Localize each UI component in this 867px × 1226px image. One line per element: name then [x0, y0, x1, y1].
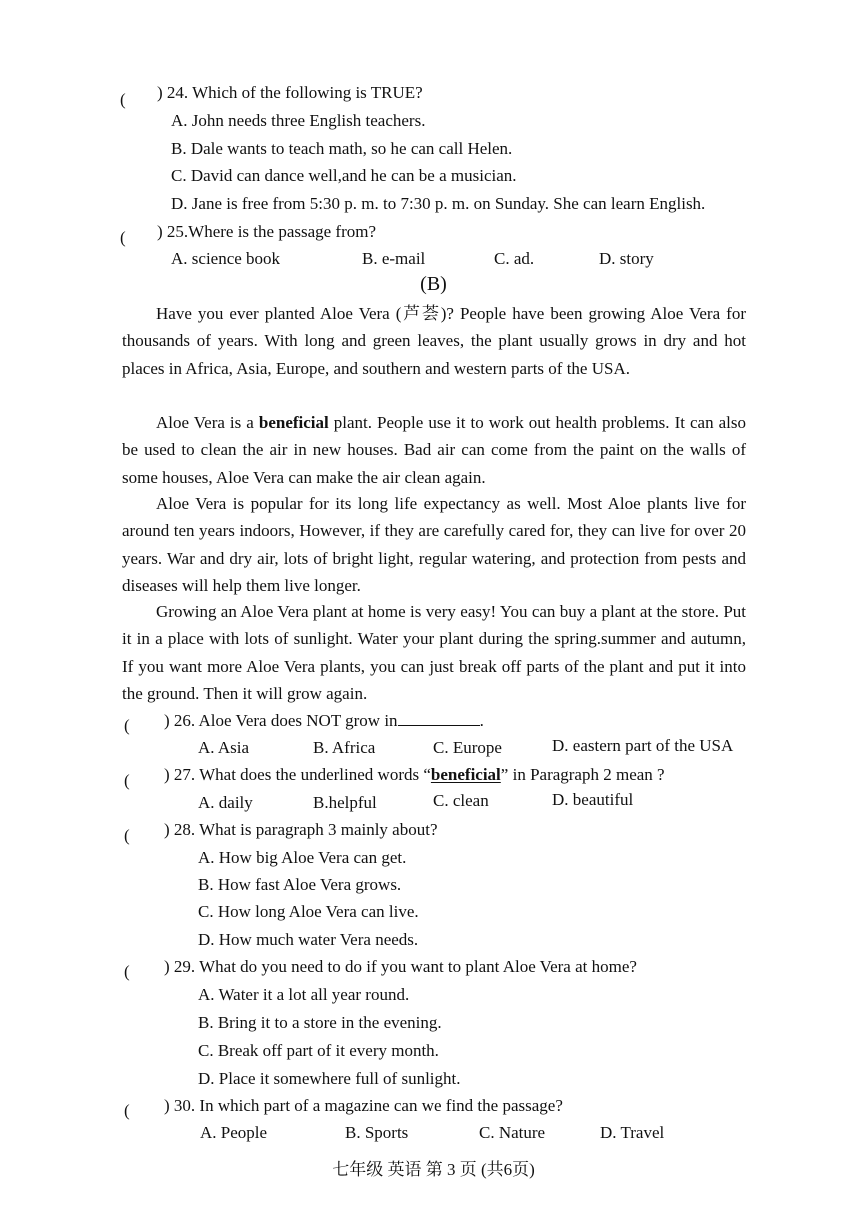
q28-paren: ( — [124, 826, 130, 845]
q24-paren: ( — [120, 90, 126, 109]
q30-option-c: C. Nature — [479, 1123, 546, 1142]
passage-paragraph-1: Have you ever planted Aloe Vera (芦荟)? People have been growing Aloe Vera for thousands of years. With long and green leaves, the plant usually grows in dry and hot places in Africa, Asia, Europe, and southern and western parts of the USA. — [122, 304, 746, 378]
q25-option-b: B. e-mail — [362, 249, 426, 268]
q27-option-b: B.helpful — [313, 793, 377, 812]
q29-paren: ( — [124, 962, 130, 981]
section-title: (B) — [420, 273, 447, 295]
q26-option-d: D. eastern part of the USA — [552, 736, 734, 755]
q25-paren: ( — [120, 228, 126, 247]
q30-option-d: D. Travel — [600, 1123, 665, 1142]
q30-option-a: A. People — [200, 1123, 268, 1142]
q26-option-c: C. Europe — [433, 738, 502, 757]
q29-option-c: C. Break off part of it every month. — [198, 1041, 439, 1060]
q27-option-d: D. beautiful — [552, 790, 634, 809]
q24-option-d: D. Jane is free from 5:30 p. m. to 7:30 p. m. on Sunday. She can learn English. — [171, 194, 706, 213]
q28-option-b: B. How fast Aloe Vera grows. — [198, 875, 402, 894]
q26-option-b: B. Africa — [313, 738, 376, 757]
q28-option-a: A. How big Aloe Vera can get. — [198, 848, 407, 867]
q26-option-a: A. Asia — [198, 738, 249, 757]
q25-option-d: D. story — [599, 249, 654, 268]
q24-option-c: C. David can dance well,and he can be a musician. — [171, 166, 517, 185]
q29-option-b: B. Bring it to a store in the evening. — [198, 1013, 442, 1032]
q29-option-d: D. Place it somewhere full of sunlight. — [198, 1069, 461, 1088]
q24-option-b: B. Dale wants to teach math, so he can call Helen. — [171, 139, 513, 158]
q28-option-d: D. How much water Vera needs. — [198, 930, 419, 949]
passage-paragraph-2: Aloe Vera is a beneficial plant. People use it to work out health problems. It can also be used to clean the air in new houses. Bad air can come from the paint on the walls of some houses, Aloe Vera can make the air clean again. — [122, 413, 746, 487]
underlined-word: beneficial — [430, 765, 501, 784]
page-footer: 七年级 英语 第 3 页 (共6页) — [332, 1160, 535, 1179]
q27-option-a: A. daily — [198, 793, 253, 812]
q27-paren: ( — [124, 771, 130, 790]
q29-option-a: A. Water it a lot all year round. — [198, 985, 410, 1004]
q25-option-c: C. ad. — [494, 249, 535, 268]
q24-stem: ) 24. Which of the following is TRUE? — [157, 83, 423, 102]
q27-option-c: C. clean — [433, 791, 489, 810]
q28-option-c: C. How long Aloe Vera can live. — [198, 902, 419, 921]
q30-paren: ( — [124, 1101, 130, 1120]
q29-stem: ) 29. What do you need to do if you want to plant Aloe Vera at home? — [164, 957, 637, 976]
q26-stem: ) 26. Aloe Vera does NOT grow in . — [164, 711, 484, 730]
passage-paragraph-4: Growing an Aloe Vera plant at home is very easy! You can buy a plant at the store. Put it in a place with lots of sunlight. Water your plant during the spring.summer and autumn, If you want more Aloe Vera plants, you can just break off parts of the plant and put it into the ground. Then it will grow again. — [122, 602, 746, 704]
q25-option-a: A. science book — [171, 249, 281, 268]
q30-stem: ) 30. In which part of a magazine can we find the passage? — [164, 1096, 563, 1115]
beneficial-word: beneficial — [258, 413, 329, 432]
q28-stem: ) 28. What is paragraph 3 mainly about? — [164, 820, 438, 839]
q26-paren: ( — [124, 716, 130, 735]
answer-blank — [398, 711, 480, 726]
q30-option-b: B. Sports — [345, 1123, 409, 1142]
passage-paragraph-3: Aloe Vera is popular for its long life expectancy as well. Most Aloe plants live for around ten years indoors, However, if they are carefully cared for, they can live for over 20 years. War and dry air, lots of bright light, regular watering, and protection from pests and diseases will help them live longer. — [122, 494, 746, 596]
q24-option-a: A. John needs three English teachers. — [171, 111, 426, 130]
q25-stem: ) 25.Where is the passage from? — [157, 222, 377, 241]
q27-stem: ) 27. What does the underlined words “beneficial” in Paragraph 2 mean ? — [164, 765, 665, 784]
